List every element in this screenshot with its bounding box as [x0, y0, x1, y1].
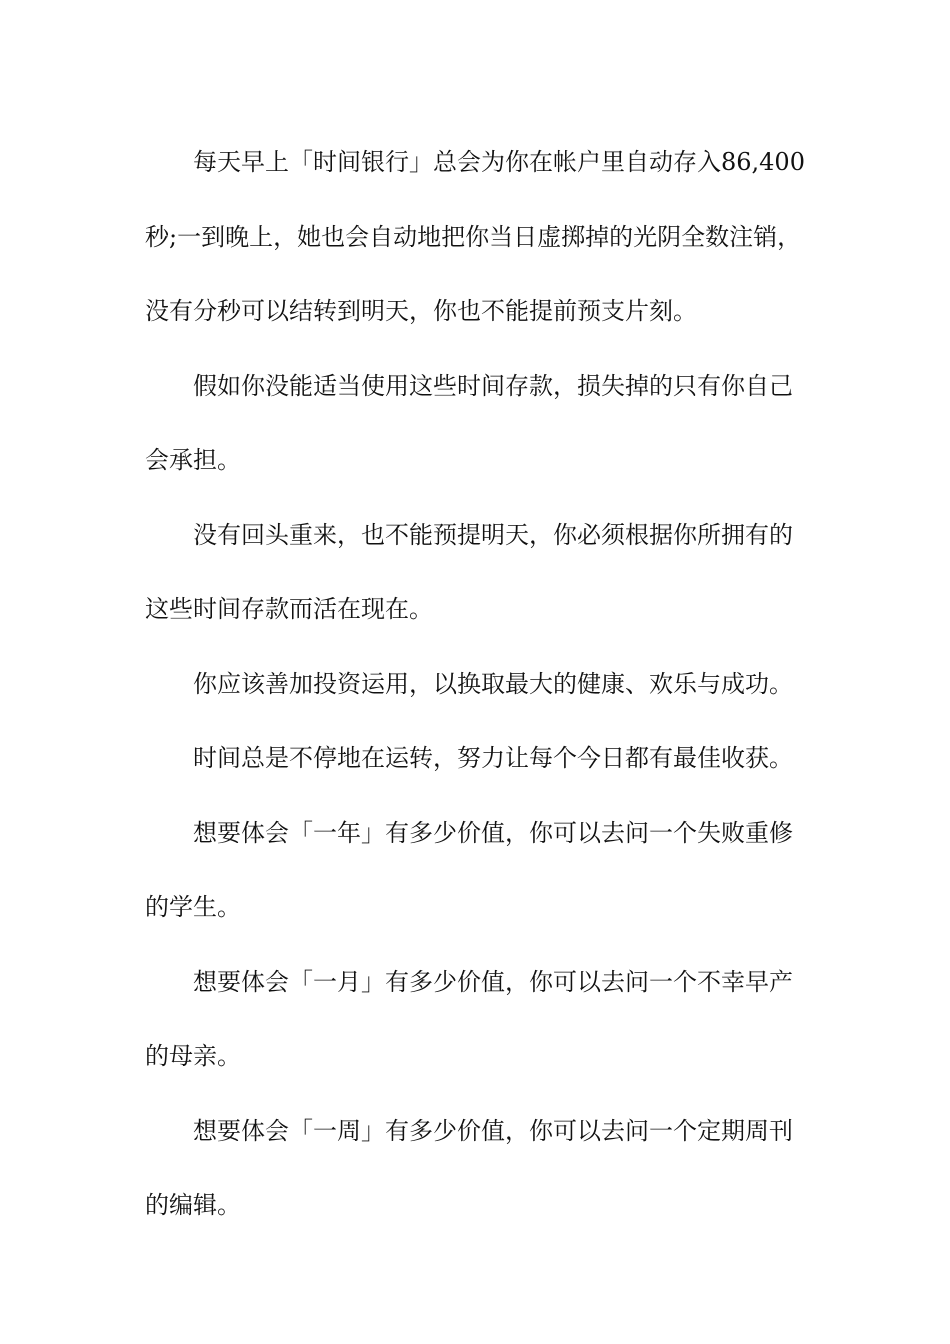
paragraph-line: 没有回头重来，也不能预提明天，你必须根据你所拥有的 — [193, 520, 793, 549]
paragraph-3 — [145, 498, 810, 647]
paragraph-line: 时间总是不停地在运转，努力让每个今日都有最佳收获。 — [193, 744, 793, 772]
paragraph-line: 你应该善加投资运用，以换取最大的健康、欢乐与成功。 — [193, 669, 793, 698]
paragraph-8 — [145, 1094, 810, 1243]
paragraph-line: 想要体会「一月」有多少价值，你可以去问一个不幸早产 — [193, 967, 793, 996]
paragraph-line: 想要体会「一年」有多少价值，你可以去问一个失败重修 — [193, 818, 793, 847]
paragraph-line: 这些时间存款而活在现在。 — [145, 595, 433, 623]
paragraph-line: 的母亲。 — [145, 1042, 241, 1070]
paragraph-line: 会承担。 — [145, 446, 241, 474]
paragraph-line: 秒;一到晚上，她也会自动地把你当日虚掷掉的光阴全数注销， — [145, 222, 802, 251]
paragraph-line: 想要体会「一周」有多少价值，你可以去问一个定期周刊 — [193, 1116, 793, 1145]
paragraph-5 — [145, 721, 810, 796]
document-body — [145, 125, 810, 1243]
paragraph-line: 每天早上「时间银行」总会为你在帐户里自动存入86,400 — [193, 148, 805, 176]
paragraph-7 — [145, 945, 810, 1094]
paragraph-line: 的编辑。 — [145, 1191, 241, 1219]
paragraph-1 — [145, 125, 810, 349]
paragraph-line: 的学生。 — [145, 893, 241, 921]
paragraph-6 — [145, 796, 810, 945]
paragraph-line: 假如你没能适当使用这些时间存款，损失掉的只有你自己 — [193, 371, 793, 400]
paragraph-2 — [145, 349, 810, 498]
paragraph-line: 没有分秒可以结转到明天，你也不能提前预支片刻。 — [145, 297, 697, 325]
paragraph-4 — [145, 647, 810, 722]
